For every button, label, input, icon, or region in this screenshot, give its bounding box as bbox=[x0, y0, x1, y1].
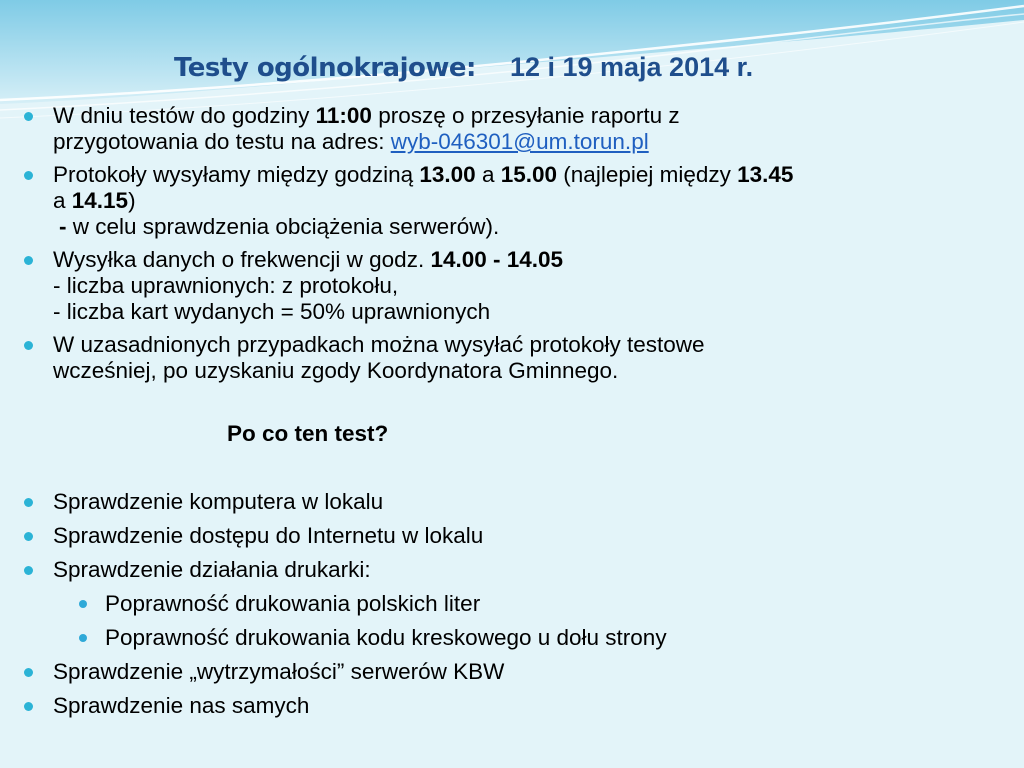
list-item-turnout-data: Wysyłka danych o frekwencji w godz. 14.00 - 14.05 - liczba uprawnionych: z protokołu, - liczba kart wydanych = 50% uprawnionych bbox=[22, 247, 1002, 325]
title-dates: 12 i 19 maja 2014 r. bbox=[509, 52, 754, 82]
list-item-early-sending: W uzasadnionych przypadkach można wysyłać protokoły testowe wcześniej, po uzyskaniu zgody Koordynatora Gminnego. bbox=[22, 332, 1002, 384]
sub-list-item: Poprawność drukowania kodu kreskowego u dołu strony bbox=[22, 625, 1002, 651]
list-item-report-deadline: W dniu testów do godziny 11:00 proszę o przesyłanie raportu z przygotowania do testu na adres: wyb-046301@um.torun.pl bbox=[22, 103, 1002, 155]
bullet-icon bbox=[24, 702, 33, 711]
list-item-protocol-hours: Protokoły wysyłamy między godziną 13.00 a 15.00 (najlepiej między 13.45 a 14.15) - w celu sprawdzenia obciążenia serwerów). bbox=[22, 162, 1002, 240]
slide-content bbox=[22, 103, 1002, 719]
email-link[interactable]: wyb-046301@um.torun.pl bbox=[390, 129, 649, 154]
sub-list-item: Poprawność drukowania polskich liter bbox=[22, 591, 1002, 617]
bullet-icon bbox=[24, 532, 33, 541]
bullet-icon bbox=[24, 341, 33, 350]
bullet-icon bbox=[79, 600, 87, 608]
bullet-icon bbox=[24, 498, 33, 507]
section-heading-why-test: Po co ten test? bbox=[227, 421, 389, 446]
bullet-icon bbox=[24, 256, 33, 265]
bullet-icon bbox=[24, 171, 33, 180]
list-item-check: Sprawdzenie „wytrzymałości” serwerów KBW bbox=[22, 659, 1002, 685]
time-bold: 11:00 bbox=[315, 103, 372, 128]
bullet-icon bbox=[24, 112, 33, 121]
list-item-check: Sprawdzenie działania drukarki: bbox=[22, 557, 1002, 583]
list-item-check: Sprawdzenie dostępu do Internetu w lokalu bbox=[22, 523, 1002, 549]
slide-title bbox=[174, 52, 753, 83]
bullet-icon bbox=[24, 668, 33, 677]
list-item-check: Sprawdzenie komputera w lokalu bbox=[22, 489, 1002, 515]
bullet-icon bbox=[79, 634, 87, 642]
list-item-check: Sprawdzenie nas samych bbox=[22, 693, 1002, 719]
title-part1: Testy ogólnokrajowe: bbox=[174, 53, 476, 83]
bullet-icon bbox=[24, 566, 33, 575]
